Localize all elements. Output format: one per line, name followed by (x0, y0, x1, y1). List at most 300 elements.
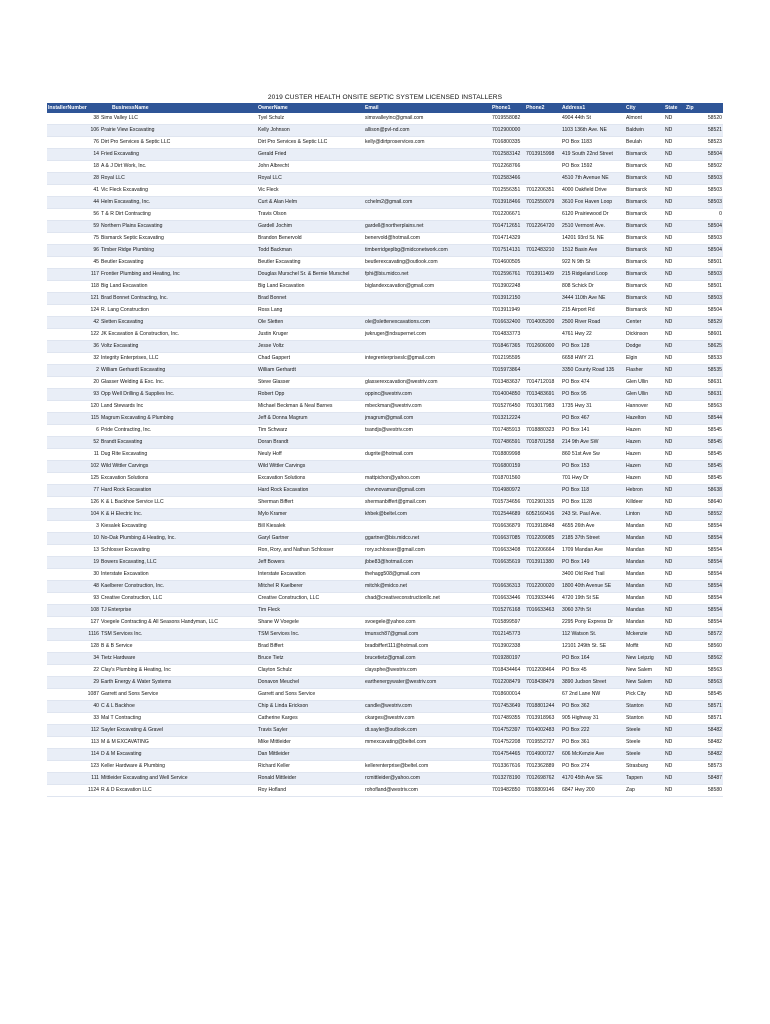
business-name-cell[interactable]: Voltz Excavating (100, 341, 257, 353)
email-cell[interactable]: biglandexcavation@gmail.com (364, 281, 491, 293)
zip-cell[interactable]: 58520 (685, 113, 723, 125)
owner-name-cell[interactable]: Mylo Kramer (257, 509, 364, 521)
owner-name-cell[interactable]: Wild Wittler Carvings (257, 461, 364, 473)
installer-number-cell[interactable]: 40 (47, 701, 100, 713)
business-name-cell[interactable]: Bismarck Septic Excavating (100, 233, 257, 245)
address1-cell[interactable]: 4720 19th St SE (561, 593, 625, 605)
email-cell[interactable]: allison@pvl-nd.com (364, 125, 491, 137)
city-cell[interactable]: Strasburg (625, 761, 664, 773)
city-cell[interactable]: Linton (625, 509, 664, 521)
zip-cell[interactable]: 58554 (685, 581, 723, 593)
email-cell[interactable]: kelly@dirtproservices.com (364, 137, 491, 149)
phone2-cell[interactable]: 7012550079 (525, 197, 561, 209)
email-cell[interactable]: benervold@hotmail.com (364, 233, 491, 245)
installer-number-cell[interactable]: 127 (47, 617, 100, 629)
business-name-cell[interactable]: Glasser Welding & Exc. Inc. (100, 377, 257, 389)
city-cell[interactable]: Mandan (625, 521, 664, 533)
owner-name-cell[interactable]: Shane W Voegele (257, 617, 364, 629)
address1-cell[interactable]: 214 9th Ave SW (561, 437, 625, 449)
phone1-cell[interactable]: 7014714329 (491, 233, 525, 245)
city-cell[interactable]: Bismarck (625, 173, 664, 185)
business-name-cell[interactable]: Kaelberer Construction, Inc. (100, 581, 257, 593)
zip-cell[interactable]: 58523 (685, 137, 723, 149)
email-cell[interactable] (364, 521, 491, 533)
phone1-cell[interactable]: 7018701560 (491, 473, 525, 485)
email-cell[interactable] (364, 209, 491, 221)
address1-cell[interactable]: 14201 93rd St. NE (561, 233, 625, 245)
city-cell[interactable]: Mandan (625, 569, 664, 581)
zip-cell[interactable]: 58571 (685, 701, 723, 713)
installer-number-cell[interactable]: 13 (47, 545, 100, 557)
phone1-cell[interactable]: 7017485913 (491, 425, 525, 437)
zip-cell[interactable]: 58554 (685, 593, 723, 605)
state-cell[interactable]: ND (664, 641, 685, 653)
business-name-cell[interactable]: C & L Backhoe (100, 701, 257, 713)
zip-cell[interactable]: 58640 (685, 497, 723, 509)
city-cell[interactable]: Pick City (625, 689, 664, 701)
business-name-cell[interactable]: Helm Excavating, Inc. (100, 197, 257, 209)
email-cell[interactable]: jmagrum@gmail.com (364, 413, 491, 425)
zip-cell[interactable]: 58545 (685, 425, 723, 437)
phone1-cell[interactable]: 7013902338 (491, 641, 525, 653)
city-cell[interactable]: Hebron (625, 485, 664, 497)
phone2-cell[interactable]: 7019552727 (525, 737, 561, 749)
owner-name-cell[interactable]: Todd Backman (257, 245, 364, 257)
zip-cell[interactable]: 58552 (685, 509, 723, 521)
zip-cell[interactable]: 58521 (685, 125, 723, 137)
email-cell[interactable]: kellerenterprise@beltel.com (364, 761, 491, 773)
zip-cell[interactable]: 58563 (685, 677, 723, 689)
zip-cell[interactable]: 58504 (685, 221, 723, 233)
city-cell[interactable]: Bismarck (625, 209, 664, 221)
zip-cell[interactable]: 58503 (685, 185, 723, 197)
email-cell[interactable]: timberridgeplbg@midconetwork.com (364, 245, 491, 257)
phone2-cell[interactable]: 7012362889 (525, 761, 561, 773)
phone1-cell[interactable]: 7013911949 (491, 305, 525, 317)
zip-cell[interactable]: 58545 (685, 437, 723, 449)
zip-cell[interactable]: 58638 (685, 485, 723, 497)
phone1-cell[interactable]: 7017453649 (491, 701, 525, 713)
phone2-cell[interactable]: 7012483210 (525, 245, 561, 257)
business-name-cell[interactable]: Big Land Excavation (100, 281, 257, 293)
installer-number-cell[interactable]: 118 (47, 281, 100, 293)
zip-cell[interactable]: 58501 (685, 257, 723, 269)
owner-name-cell[interactable]: William Gerhardt (257, 365, 364, 377)
address1-cell[interactable]: 215 Ridgeland Loop (561, 269, 625, 281)
state-cell[interactable]: ND (664, 605, 685, 617)
col-header-email[interactable]: Email (364, 103, 491, 113)
address1-cell[interactable]: 215 Airport Rd (561, 305, 625, 317)
installer-number-cell[interactable]: 28 (47, 173, 100, 185)
zip-cell[interactable]: 58482 (685, 737, 723, 749)
zip-cell[interactable]: 58545 (685, 461, 723, 473)
owner-name-cell[interactable]: Richard Keller (257, 761, 364, 773)
owner-name-cell[interactable]: Vic Fleck (257, 185, 364, 197)
city-cell[interactable]: Steele (625, 749, 664, 761)
business-name-cell[interactable]: Keller Hardware & Plumbing (100, 761, 257, 773)
city-cell[interactable]: New Salem (625, 677, 664, 689)
phone1-cell[interactable]: 7016635619 (491, 557, 525, 569)
state-cell[interactable]: ND (664, 185, 685, 197)
phone2-cell[interactable] (525, 485, 561, 497)
installer-number-cell[interactable]: 123 (47, 761, 100, 773)
zip-cell[interactable]: 58533 (685, 353, 723, 365)
owner-name-cell[interactable]: Ole Sletten (257, 317, 364, 329)
phone1-cell[interactable]: 7012206671 (491, 209, 525, 221)
owner-name-cell[interactable]: Garrett and Sons Service (257, 689, 364, 701)
owner-name-cell[interactable]: Dirt Pro Services & Septic LLC (257, 137, 364, 149)
state-cell[interactable]: ND (664, 689, 685, 701)
address1-cell[interactable]: PO Box 222 (561, 725, 625, 737)
email-cell[interactable]: chad@creativeconstructionllc.net (364, 593, 491, 605)
email-cell[interactable]: ggartner@bis.midco.net (364, 533, 491, 545)
owner-name-cell[interactable]: Catherine Karges (257, 713, 364, 725)
phone2-cell[interactable]: 7013915998 (525, 149, 561, 161)
owner-name-cell[interactable]: Ross Lang (257, 305, 364, 317)
phone1-cell[interactable]: 7015734656 (491, 497, 525, 509)
city-cell[interactable]: Bismarck (625, 293, 664, 305)
address1-cell[interactable]: 3350 County Road 135 (561, 365, 625, 377)
phone2-cell[interactable]: 7014005200 (525, 317, 561, 329)
email-cell[interactable]: dt.sayler@outlook.com (364, 725, 491, 737)
state-cell[interactable]: ND (664, 497, 685, 509)
owner-name-cell[interactable]: Tim Schwarz (257, 425, 364, 437)
installer-number-cell[interactable]: 112 (47, 725, 100, 737)
city-cell[interactable]: Stanton (625, 701, 664, 713)
email-cell[interactable]: shermanbiffert@gmail.com (364, 497, 491, 509)
owner-name-cell[interactable]: Interstate Excavation (257, 569, 364, 581)
installer-number-cell[interactable]: 96 (47, 245, 100, 257)
installer-number-cell[interactable]: 121 (47, 293, 100, 305)
address1-cell[interactable]: 243 St. Paul Ave. (561, 509, 625, 521)
owner-name-cell[interactable]: Creative Construction, LLC (257, 593, 364, 605)
business-name-cell[interactable]: Dug Rite Excavating (100, 449, 257, 461)
business-name-cell[interactable]: Fried Excavating (100, 149, 257, 161)
email-cell[interactable]: tsandjs@westriv.com (364, 425, 491, 437)
installer-number-cell[interactable]: 33 (47, 713, 100, 725)
address1-cell[interactable]: 4170 45th Ave SE (561, 773, 625, 785)
city-cell[interactable]: Dodge (625, 341, 664, 353)
business-name-cell[interactable]: Sayler Excavating & Gravel (100, 725, 257, 737)
business-name-cell[interactable]: Schlosser Excavating (100, 545, 257, 557)
phone1-cell[interactable]: 7017489355 (491, 713, 525, 725)
phone2-cell[interactable]: 7016633463 (525, 605, 561, 617)
phone1-cell[interactable] (491, 569, 525, 581)
state-cell[interactable]: ND (664, 125, 685, 137)
phone2-cell[interactable]: 7012901315 (525, 497, 561, 509)
installer-number-cell[interactable]: 120 (47, 401, 100, 413)
address1-cell[interactable]: PO Box 149 (561, 557, 625, 569)
phone1-cell[interactable]: 7014712651 (491, 221, 525, 233)
col-header-zip[interactable]: Zip (685, 103, 723, 113)
state-cell[interactable]: ND (664, 545, 685, 557)
installer-number-cell[interactable]: 124 (47, 305, 100, 317)
city-cell[interactable]: Bismarck (625, 305, 664, 317)
phone1-cell[interactable]: 7012268766 (491, 161, 525, 173)
city-cell[interactable]: Mandan (625, 605, 664, 617)
state-cell[interactable]: ND (664, 317, 685, 329)
address1-cell[interactable]: 4904 44th St (561, 113, 625, 125)
email-cell[interactable]: tmunsch87@gmail.com (364, 629, 491, 641)
state-cell[interactable]: ND (664, 341, 685, 353)
installer-number-cell[interactable]: 38 (47, 113, 100, 125)
address1-cell[interactable]: 112 Watson St. (561, 629, 625, 641)
address1-cell[interactable]: 3400 Old Red Trail (561, 569, 625, 581)
zip-cell[interactable]: 58529 (685, 317, 723, 329)
col-header-city[interactable]: City (625, 103, 664, 113)
owner-name-cell[interactable]: Brad Bonnet (257, 293, 364, 305)
installer-number-cell[interactable]: 41 (47, 185, 100, 197)
address1-cell[interactable]: 3444 110th Ave NE (561, 293, 625, 305)
phone1-cell[interactable]: 7013212224 (491, 413, 525, 425)
phone2-cell[interactable] (525, 461, 561, 473)
city-cell[interactable]: Almont (625, 113, 664, 125)
city-cell[interactable]: Center (625, 317, 664, 329)
phone1-cell[interactable]: 7014980972 (491, 485, 525, 497)
owner-name-cell[interactable]: Chad Gappert (257, 353, 364, 365)
zip-cell[interactable]: 58544 (685, 413, 723, 425)
city-cell[interactable]: Bismarck (625, 221, 664, 233)
phone2-cell[interactable]: 7013911409 (525, 269, 561, 281)
phone1-cell[interactable]: 7015276450 (491, 401, 525, 413)
address1-cell[interactable]: 419 South 22nd Street (561, 149, 625, 161)
city-cell[interactable]: Bismarck (625, 233, 664, 245)
business-name-cell[interactable]: Magrum Excavating & Plumbing (100, 413, 257, 425)
phone2-cell[interactable]: 7013483691 (525, 389, 561, 401)
state-cell[interactable]: ND (664, 425, 685, 437)
email-cell[interactable]: rory.schlosser@gmail.com (364, 545, 491, 557)
business-name-cell[interactable]: Integrity Enterprises, LLC (100, 353, 257, 365)
city-cell[interactable]: Baldwin (625, 125, 664, 137)
owner-name-cell[interactable]: Royal LLC (257, 173, 364, 185)
address1-cell[interactable]: 905 Highway 31 (561, 713, 625, 725)
address1-cell[interactable]: 4000 Oakfield Drive (561, 185, 625, 197)
city-cell[interactable]: Mandan (625, 533, 664, 545)
zip-cell[interactable]: 58545 (685, 449, 723, 461)
state-cell[interactable]: ND (664, 149, 685, 161)
zip-cell[interactable]: 58554 (685, 533, 723, 545)
installer-number-cell[interactable]: 22 (47, 665, 100, 677)
installer-number-cell[interactable]: 93 (47, 389, 100, 401)
zip-cell[interactable]: 0 (685, 209, 723, 221)
zip-cell[interactable]: 58503 (685, 197, 723, 209)
phone1-cell[interactable]: 7018600014 (491, 689, 525, 701)
owner-name-cell[interactable]: Ronald Mittleider (257, 773, 364, 785)
phone1-cell[interactable]: 7017486591 (491, 437, 525, 449)
city-cell[interactable]: Flasher (625, 365, 664, 377)
owner-name-cell[interactable]: Doran Brandt (257, 437, 364, 449)
zip-cell[interactable]: 58504 (685, 149, 723, 161)
zip-cell[interactable]: 58554 (685, 521, 723, 533)
phone1-cell[interactable]: 7014754465 (491, 749, 525, 761)
phone1-cell[interactable]: 7012583142 (491, 149, 525, 161)
installer-number-cell[interactable]: 102 (47, 461, 100, 473)
phone1-cell[interactable]: 7019280197 (491, 653, 525, 665)
installer-number-cell[interactable]: 36 (47, 341, 100, 353)
state-cell[interactable]: ND (664, 785, 685, 797)
installer-number-cell[interactable]: 18 (47, 161, 100, 173)
business-name-cell[interactable]: R & D Excavation LLC (100, 785, 257, 797)
owner-name-cell[interactable]: Travis Sayler (257, 725, 364, 737)
owner-name-cell[interactable]: Jeff & Donna Magrum (257, 413, 364, 425)
state-cell[interactable]: ND (664, 413, 685, 425)
phone1-cell[interactable]: 7015899597 (491, 617, 525, 629)
owner-name-cell[interactable]: Curt & Alan Helm (257, 197, 364, 209)
business-name-cell[interactable]: Wild Wittler Carvings (100, 461, 257, 473)
city-cell[interactable]: Beulah (625, 137, 664, 149)
city-cell[interactable]: Mandan (625, 581, 664, 593)
state-cell[interactable]: ND (664, 137, 685, 149)
phone1-cell[interactable]: 7013902248 (491, 281, 525, 293)
city-cell[interactable]: Tappen (625, 773, 664, 785)
phone2-cell[interactable] (525, 233, 561, 245)
city-cell[interactable]: Hazen (625, 461, 664, 473)
state-cell[interactable]: ND (664, 293, 685, 305)
state-cell[interactable]: ND (664, 245, 685, 257)
email-cell[interactable]: mmexcavating@beltel.com (364, 737, 491, 749)
owner-name-cell[interactable]: Neuly Hoff (257, 449, 364, 461)
phone2-cell[interactable]: 7012208464 (525, 665, 561, 677)
state-cell[interactable]: ND (664, 329, 685, 341)
city-cell[interactable]: Stanton (625, 713, 664, 725)
email-cell[interactable] (364, 605, 491, 617)
address1-cell[interactable]: PO Box 1592 (561, 161, 625, 173)
state-cell[interactable]: ND (664, 257, 685, 269)
zip-cell[interactable]: 58572 (685, 629, 723, 641)
state-cell[interactable]: ND (664, 305, 685, 317)
zip-cell[interactable]: 58573 (685, 761, 723, 773)
owner-name-cell[interactable]: Dan Mittleider (257, 749, 364, 761)
email-cell[interactable]: oppinc@westriv.com (364, 389, 491, 401)
state-cell[interactable]: ND (664, 653, 685, 665)
phone2-cell[interactable] (525, 569, 561, 581)
business-name-cell[interactable]: Mittleider Excavating and Well Service (100, 773, 257, 785)
col-header-phone1[interactable]: Phone1 (491, 103, 525, 113)
owner-name-cell[interactable]: Beutler Excavating (257, 257, 364, 269)
city-cell[interactable]: Hannover (625, 401, 664, 413)
city-cell[interactable]: Zap (625, 785, 664, 797)
zip-cell[interactable]: 58554 (685, 617, 723, 629)
phone1-cell[interactable]: 7012195595 (491, 353, 525, 365)
phone1-cell[interactable]: 7012544689 (491, 509, 525, 521)
state-cell[interactable]: ND (664, 197, 685, 209)
phone1-cell[interactable]: 7013483637 (491, 377, 525, 389)
phone1-cell[interactable]: 7012596761 (491, 269, 525, 281)
owner-name-cell[interactable]: Tyel Schulz (257, 113, 364, 125)
installer-number-cell[interactable]: 45 (47, 257, 100, 269)
installer-number-cell[interactable]: 111 (47, 773, 100, 785)
business-name-cell[interactable]: Interstate Excavation (100, 569, 257, 581)
phone2-cell[interactable] (525, 209, 561, 221)
email-cell[interactable]: gardell@northerplains.net (364, 221, 491, 233)
email-cell[interactable]: integrenterpriseslc@gmail.com (364, 353, 491, 365)
owner-name-cell[interactable]: Sherman Biffert (257, 497, 364, 509)
business-name-cell[interactable]: R. Lang Construction (100, 305, 257, 317)
phone2-cell[interactable]: 7018880323 (525, 425, 561, 437)
owner-name-cell[interactable]: Bill Kiesalek (257, 521, 364, 533)
state-cell[interactable]: ND (664, 173, 685, 185)
phone1-cell[interactable]: 7014752208 (491, 737, 525, 749)
business-name-cell[interactable]: Earth Energy & Water Systems (100, 677, 257, 689)
state-cell[interactable]: ND (664, 353, 685, 365)
address1-cell[interactable]: PO Box 128 (561, 341, 625, 353)
business-name-cell[interactable]: K & H Electric Inc. (100, 509, 257, 521)
owner-name-cell[interactable]: Gardell Jochim (257, 221, 364, 233)
state-cell[interactable]: ND (664, 617, 685, 629)
email-cell[interactable]: claysphe@westriv.com (364, 665, 491, 677)
city-cell[interactable]: Glen Ullin (625, 389, 664, 401)
city-cell[interactable]: Mandan (625, 545, 664, 557)
phone1-cell[interactable]: 7013912150 (491, 293, 525, 305)
installer-number-cell[interactable]: 29 (47, 677, 100, 689)
business-name-cell[interactable]: B & B Service (100, 641, 257, 653)
business-name-cell[interactable]: Kiesalek Excavating (100, 521, 257, 533)
phone1-cell[interactable]: 7014600505 (491, 257, 525, 269)
phone1-cell[interactable]: 7016636879 (491, 521, 525, 533)
phone1-cell[interactable]: 7014752397 (491, 725, 525, 737)
phone1-cell[interactable]: 7017514131 (491, 245, 525, 257)
business-name-cell[interactable]: Sletten Excavating (100, 317, 257, 329)
installer-number-cell[interactable]: 52 (47, 437, 100, 449)
business-name-cell[interactable]: Vic Fleck Excavating (100, 185, 257, 197)
phone2-cell[interactable]: 7012206664 (525, 545, 561, 557)
city-cell[interactable]: Elgin (625, 353, 664, 365)
phone1-cell[interactable]: 7014833773 (491, 329, 525, 341)
col-header-address1[interactable]: Address1 (561, 103, 625, 113)
phone2-cell[interactable] (525, 305, 561, 317)
email-cell[interactable] (364, 749, 491, 761)
installer-number-cell[interactable]: 106 (47, 125, 100, 137)
installer-number-cell[interactable]: 20 (47, 377, 100, 389)
phone1-cell[interactable]: 7013278190 (491, 773, 525, 785)
address1-cell[interactable]: 2510 Vermont Ave. (561, 221, 625, 233)
business-name-cell[interactable]: M & M EXCAVATING (100, 737, 257, 749)
owner-name-cell[interactable]: Mike Mittleider (257, 737, 364, 749)
business-name-cell[interactable]: Northern Plains Excavating (100, 221, 257, 233)
owner-name-cell[interactable]: Brad Biffert (257, 641, 364, 653)
installer-number-cell[interactable]: 34 (47, 653, 100, 665)
phone2-cell[interactable] (525, 413, 561, 425)
state-cell[interactable]: ND (664, 269, 685, 281)
city-cell[interactable]: Bismarck (625, 257, 664, 269)
business-name-cell[interactable]: Beutler Excavating (100, 257, 257, 269)
address1-cell[interactable]: PO Box 362 (561, 701, 625, 713)
phone2-cell[interactable] (525, 629, 561, 641)
state-cell[interactable]: ND (664, 377, 685, 389)
business-name-cell[interactable]: Opp Well Drilling & Supplies Inc. (100, 389, 257, 401)
address1-cell[interactable]: PO Box 474 (561, 377, 625, 389)
business-name-cell[interactable]: JK Excavation & Construction, Inc. (100, 329, 257, 341)
state-cell[interactable]: ND (664, 737, 685, 749)
installer-number-cell[interactable]: 32 (47, 353, 100, 365)
email-cell[interactable] (364, 161, 491, 173)
phone2-cell[interactable]: 7014712018 (525, 377, 561, 389)
zip-cell[interactable]: 58504 (685, 305, 723, 317)
installer-number-cell[interactable]: 11 (47, 449, 100, 461)
email-cell[interactable]: chevnovaman@gmail.com (364, 485, 491, 497)
city-cell[interactable]: Hazen (625, 449, 664, 461)
owner-name-cell[interactable]: TSM Services Inc. (257, 629, 364, 641)
zip-cell[interactable]: 58560 (685, 641, 723, 653)
state-cell[interactable]: ND (664, 461, 685, 473)
address1-cell[interactable]: 3610 Fox Haven Loop (561, 197, 625, 209)
phone2-cell[interactable]: 7013017983 (525, 401, 561, 413)
email-cell[interactable]: simsvalleyinc@gmail.com (364, 113, 491, 125)
installer-number-cell[interactable]: 77 (47, 485, 100, 497)
address1-cell[interactable]: 12101 249th St. SE (561, 641, 625, 653)
owner-name-cell[interactable]: Garyl Gartner (257, 533, 364, 545)
city-cell[interactable]: Bismarck (625, 149, 664, 161)
